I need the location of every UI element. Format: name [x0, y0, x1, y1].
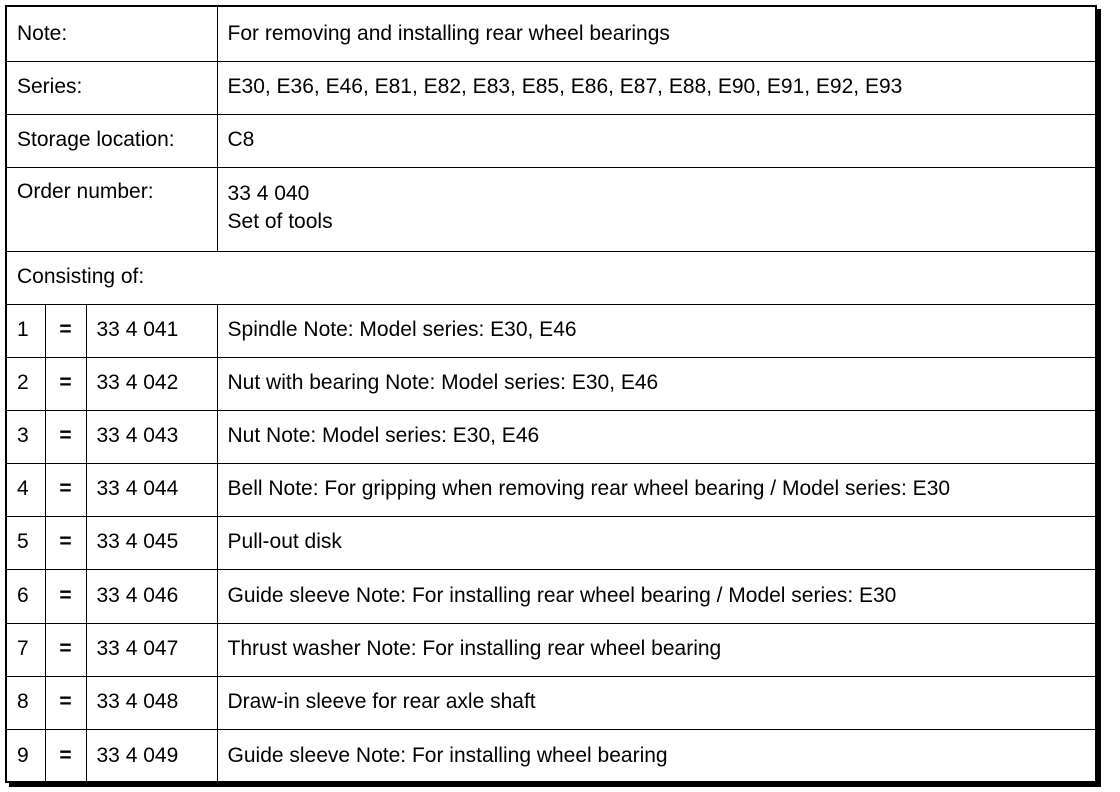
item-row: [7, 729, 1095, 783]
storage-value: C8: [217, 114, 1095, 167]
series-row: [7, 61, 1095, 114]
item-description: Pull-out disk: [217, 516, 1095, 569]
series-label: Series:: [7, 61, 217, 114]
item-equals: =: [45, 623, 86, 676]
order-description: Set of tools: [227, 209, 333, 233]
order-value: [217, 167, 1095, 251]
item-number: 2: [7, 357, 45, 410]
item-row: [7, 357, 1095, 410]
order-row: [7, 167, 1095, 251]
item-equals: =: [45, 357, 86, 410]
item-number: 6: [7, 569, 45, 623]
note-label: Note:: [7, 7, 217, 61]
order-label: Order number:: [7, 167, 217, 251]
item-equals: =: [45, 304, 86, 357]
item-equals: =: [45, 569, 86, 623]
item-number: 4: [7, 463, 45, 516]
item-part-number: 33 4 048: [86, 676, 217, 729]
consisting-row: [7, 251, 1095, 304]
note-value: For removing and installing rear wheel bearings: [217, 7, 1095, 61]
item-number: 9: [7, 729, 45, 783]
item-description: Bell Note: For gripping when removing rear wheel bearing / Model series: E30: [217, 463, 1095, 516]
item-row: [7, 304, 1095, 357]
item-number: 7: [7, 623, 45, 676]
item-part-number: 33 4 047: [86, 623, 217, 676]
item-equals: =: [45, 463, 86, 516]
item-part-number: 33 4 045: [86, 516, 217, 569]
item-equals: =: [45, 729, 86, 783]
item-row: [7, 410, 1095, 463]
item-description: Thrust washer Note: For installing rear wheel bearing: [217, 623, 1095, 676]
item-row: [7, 463, 1095, 516]
item-number: 5: [7, 516, 45, 569]
item-row: [7, 569, 1095, 623]
item-description: Nut with bearing Note: Model series: E30, E46: [217, 357, 1095, 410]
item-part-number: 33 4 043: [86, 410, 217, 463]
item-description: Draw-in sleeve for rear axle shaft: [217, 676, 1095, 729]
item-description: Guide sleeve Note: For installing wheel bearing: [217, 729, 1095, 783]
item-number: 8: [7, 676, 45, 729]
item-equals: =: [45, 676, 86, 729]
item-row: [7, 516, 1095, 569]
item-description: Nut Note: Model series: E30, E46: [217, 410, 1095, 463]
item-part-number: 33 4 049: [86, 729, 217, 783]
tool-spec-table: [7, 7, 1095, 783]
tool-spec-sheet: [5, 5, 1097, 783]
item-part-number: 33 4 044: [86, 463, 217, 516]
order-number: 33 4 040: [227, 181, 310, 205]
storage-row: [7, 114, 1095, 167]
item-part-number: 33 4 042: [86, 357, 217, 410]
item-row: [7, 676, 1095, 729]
item-number: 3: [7, 410, 45, 463]
series-value: E30, E36, E46, E81, E82, E83, E85, E86, E87, E88, E90, E91, E92, E93: [217, 61, 1095, 114]
item-equals: =: [45, 516, 86, 569]
item-description: Spindle Note: Model series: E30, E46: [217, 304, 1095, 357]
consisting-label: Consisting of:: [7, 251, 1095, 304]
note-row: [7, 7, 1095, 61]
item-part-number: 33 4 046: [86, 569, 217, 623]
item-description: Guide sleeve Note: For installing rear wheel bearing / Model series: E30: [217, 569, 1095, 623]
storage-label: Storage location:: [7, 114, 217, 167]
item-part-number: 33 4 041: [86, 304, 217, 357]
item-number: 1: [7, 304, 45, 357]
item-equals: =: [45, 410, 86, 463]
item-row: [7, 623, 1095, 676]
